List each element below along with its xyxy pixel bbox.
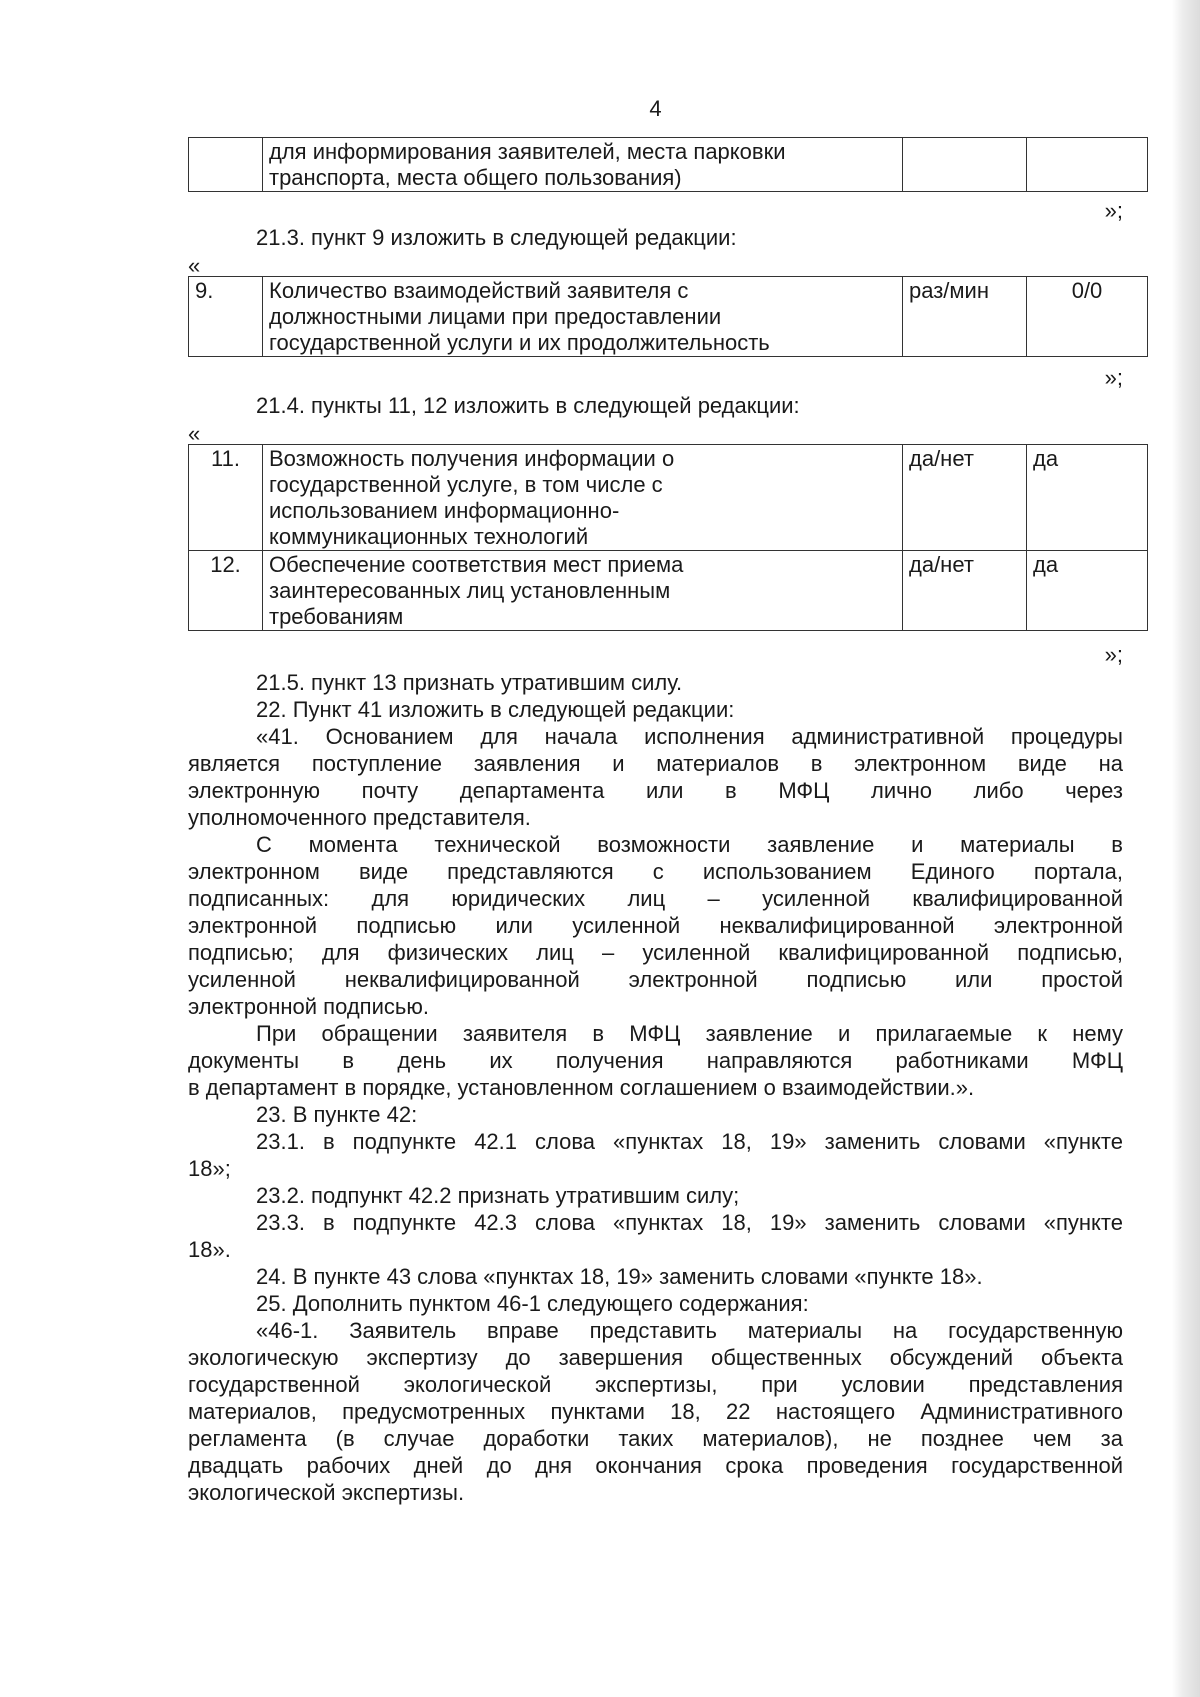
cell-line: транспорта, места общего пользования) [269,165,682,190]
cell-num: 9. [189,277,263,357]
cell-unit: раз/мин [903,277,1027,357]
paragraph-46-1-line: двадцать рабочих дней до дня окончания срока проведения государственной [188,1453,1123,1478]
paragraph-23-2: 23.2. подпункт 42.2 признать утратившим силу; [256,1183,740,1208]
paragraph-46-1-line: экологическую экспертизу до завершения общественных обсуждений объекта [188,1345,1123,1370]
table-continuation [188,137,1148,192]
table-item-9 [188,276,1148,357]
paragraph-23-1-line: 23.1. в подпункте 42.1 слова «пунктах 18, 19» заменить словами «пункте [256,1129,1123,1154]
opening-quote: « [188,421,201,446]
cell-line: должностными лицами при предоставлении [269,304,722,329]
cell-line: государственной услуге, в том числе с [269,472,663,497]
cell-line: Количество взаимодействий заявителя с [269,278,689,303]
cell-text [263,445,903,551]
cell-line: для информирования заявителей, места парковки [269,139,786,164]
cell-text [263,138,903,192]
table-row [189,445,1148,551]
paragraph-41-line: является поступление заявления и материалов в электронном виде на [188,751,1123,776]
paragraph-46-1-line: регламента (в случае доработки таких материалов), не позднее чем за [188,1426,1123,1451]
cell-line: заинтересованных лиц установленным [269,578,671,603]
cell-value: да [1027,551,1148,631]
paragraph-41b-line: подписью; для физических лиц – усиленной квалифицированной подписью, [188,940,1123,965]
cell-text [263,551,903,631]
paragraph-21-4: 21.4. пункты 11, 12 изложить в следующей редакции: [256,393,800,418]
closing-quote: »; [1104,365,1123,390]
cell-unit [903,138,1027,192]
cell-line: государственной услуги и их продолжительность [269,330,770,355]
paragraph-41b-line: усиленной неквалифицированной электронной подписью или простой [188,967,1123,992]
cell-num: 12. [189,551,263,631]
cell-text [263,277,903,357]
paragraph-41-line: электронную почту департамента или в МФЦ лично либо через [188,778,1123,803]
cell-line: Обеспечение соответствия мест приема [269,552,684,577]
paragraph-46-1-line: государственной экологической экспертизы, при условии представления [188,1372,1123,1397]
cell-line: Возможность получения информации о [269,446,675,471]
cell-unit: да/нет [903,551,1027,631]
closing-quote: »; [1104,642,1123,667]
table-row [189,138,1148,192]
paragraph-23-3-line: 18». [188,1237,231,1262]
paragraph-46-1-line: «46-1. Заявитель вправе представить материалы на государственную [256,1318,1123,1343]
paragraph-23-3-line: 23.3. в подпункте 42.3 слова «пунктах 18, 19» заменить словами «пункте [256,1210,1123,1235]
paragraph-46-1-line: материалов, предусмотренных пунктами 18, 22 настоящего Административного [188,1399,1123,1424]
cell-num [189,138,263,192]
table-items-11-12 [188,444,1148,631]
cell-unit: да/нет [903,445,1027,551]
paragraph-41c-line: документы в день их получения направляются работниками МФЦ [188,1048,1123,1073]
paragraph-22: 22. Пункт 41 изложить в следующей редакции: [256,697,735,722]
table-row [189,277,1148,357]
paragraph-41b-line: электронной подписью или усиленной неквалифицированной электронной [188,913,1123,938]
cell-line: коммуникационных технологий [269,524,589,549]
table-row [189,551,1148,631]
cell-value: 0/0 [1027,277,1148,357]
paragraph-41-line: уполномоченного представителя. [188,805,531,830]
paragraph-23: 23. В пункте 42: [256,1102,418,1127]
paragraph-41-line: «41. Основанием для начала исполнения административной процедуры [256,724,1123,749]
paragraph-41b-line: С момента технической возможности заявление и материалы в [256,832,1123,857]
paragraph-41b-line: электронном виде представляются с использованием Единого портала, [188,859,1123,884]
paragraph-21-3: 21.3. пункт 9 изложить в следующей редакции: [256,225,737,250]
cell-value: да [1027,445,1148,551]
paragraph-41c-line: в департамент в порядке, установленном соглашением о взаимодействии.». [188,1075,975,1100]
cell-line: использованием информационно- [269,498,620,523]
paragraph-23-1-line: 18»; [188,1156,231,1181]
page-number: 4 [649,96,662,121]
cell-line: требованиям [269,604,404,629]
paragraph-46-1-line: экологической экспертизы. [188,1480,465,1505]
opening-quote: « [188,253,201,278]
paragraph-41b-line: электронной подписью. [188,994,429,1019]
paragraph-24: 24. В пункте 43 слова «пунктах 18, 19» заменить словами «пункте 18». [256,1264,983,1289]
page-edge-shadow [1172,0,1200,1697]
paragraph-41b-line: подписанных: для юридических лиц – усиленной квалифицированной [188,886,1123,911]
paragraph-25: 25. Дополнить пунктом 46-1 следующего содержания: [256,1291,809,1316]
paragraph-41c-line: При обращении заявителя в МФЦ заявление и прилагаемые к нему [256,1021,1123,1046]
paragraph-21-5: 21.5. пункт 13 признать утратившим силу. [256,670,683,695]
cell-value [1027,138,1148,192]
closing-quote: »; [1104,198,1123,223]
cell-num: 11. [189,445,263,551]
